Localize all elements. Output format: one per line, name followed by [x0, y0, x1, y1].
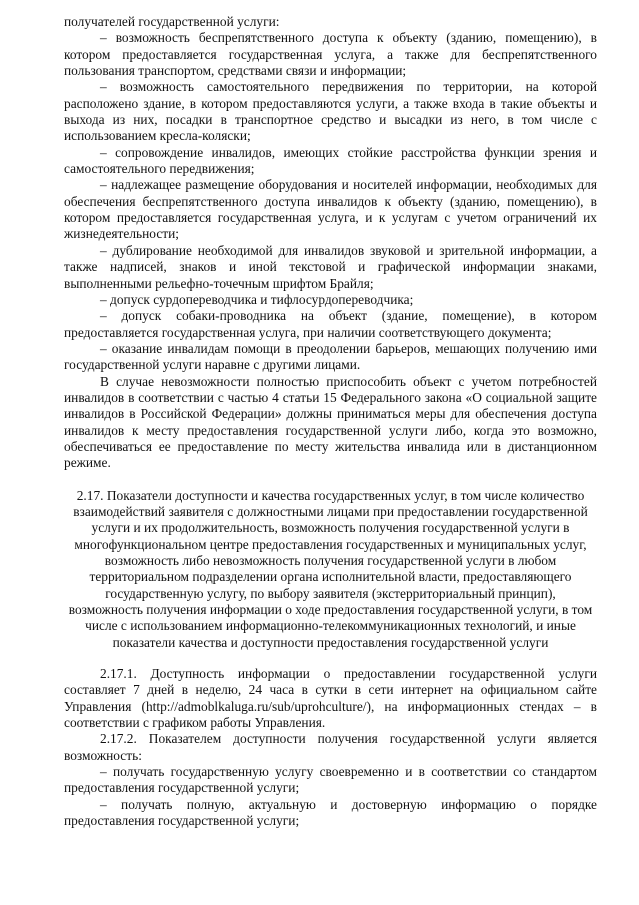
bullet-full-information: – получать полную, актуальную и достоверную информацию о порядке предоставления государственной услуги;	[64, 796, 597, 829]
paragraph-recipients: получателей государственной услуги:	[64, 14, 280, 29]
spacer	[64, 651, 597, 666]
bullet-timely-service: – получать государственную услугу своевременно и в соответствии со стандартом предоставления государственной услуги;	[64, 764, 597, 796]
bullet-duplication: – дублирование необходимой для инвалидов звуковой и зрительной информации, а также надписей, знаков и иной текстовой и графической информации знаками, выполненными рельефно-точечным шрифтом Брайля;	[64, 242, 597, 291]
bullet-unobstructed-access: – возможность беспрепятственного доступа к объекту (зданию, помещению), в котором предоставляется государственная услуга, а также для беспрепятственного пользования транспортом, средствами связи и информации;	[64, 30, 597, 79]
bullet-guide-dog: – допуск собаки-проводника на объект (здание, помещение), в котором предоставляется государственная услуга, при наличии соответствующего документа;	[64, 308, 597, 340]
spacer	[64, 472, 597, 488]
document-page	[64, 14, 597, 830]
bullet-independent-movement: – возможность самостоятельного передвижения по территории, на которой расположено здание, в котором предоставляются услуги, а также входа в такие объекты и выхода из них, посадки в транспортное средство и высадки из него, в том числе с использованием кресла-коляски;	[64, 79, 597, 144]
paragraph-2-17-1: 2.17.1. Доступность информации о предоставлении государственной услуги составляет 7 дней в неделю, 24 часа в сутки в сети интернет на официальном сайте Управления (http://admoblkaluga.ru/sub/uprohculture/), на информационных стендах – в соответствии с графиком работы Управления.	[64, 666, 597, 731]
bullet-escort: – сопровождение инвалидов, имеющих стойкие расстройства функции зрения и самостоятельного передвижения;	[64, 144, 597, 177]
paragraph-impossibility: В случае невозможности полностью приспособить объект с учетом потребностей инвалидов в соответствии с частью 4 статьи 15 Федерального закона «О социальной защите инвалидов в Российской Федерации» должны приниматься меры для обеспечения доступа инвалидов к месту предоставления государственной услуги либо, когда это возможно, обеспечиваться ее предоставление по месту жительства инвалида или в дистанционном режиме.	[64, 373, 597, 471]
bullet-assistance: – оказание инвалидам помощи в преодолении барьеров, мешающих получению ими государственной услуги наравне с другими лицами.	[64, 340, 597, 373]
bullet-equipment-placement: – надлежащее размещение оборудования и носителей информации, необходимых для обеспечения беспрепятственного доступа инвалидов к объекту (зданию, помещению), в котором предоставляется государственная услуга, и к услугам с учетом ограничений их жизнедеятельности;	[64, 177, 597, 242]
bullet-sign-interpreter: – допуск сурдопереводчика и тифлосурдопереводчика;	[100, 291, 414, 307]
paragraph-2-17-2: 2.17.2. Показателем доступности получения государственной услуги является возможность:	[64, 731, 597, 763]
section-heading-2-17: 2.17. Показатели доступности и качества государственных услуг, в том числе количество взаимодействий заявителя с должностными лицами при предоставлении государственной услуги и их продолжительность, возможность получения государственной услуги в многофункциональном центре предоставления государственных и муниципальных услуг, возможность либо невозможность получения государственной услуги в любом территориальном подразделении органа исполнительной власти, предоставляющего государственную услугу, по выбору заявителя (экстерриториальный принцип), возможность получения информации о ходе предоставления государственной услуги, в том числе с использованием информационно-телекоммуникационных технологий, и иные показатели качества и доступности предоставления государственной услуги	[68, 487, 593, 650]
